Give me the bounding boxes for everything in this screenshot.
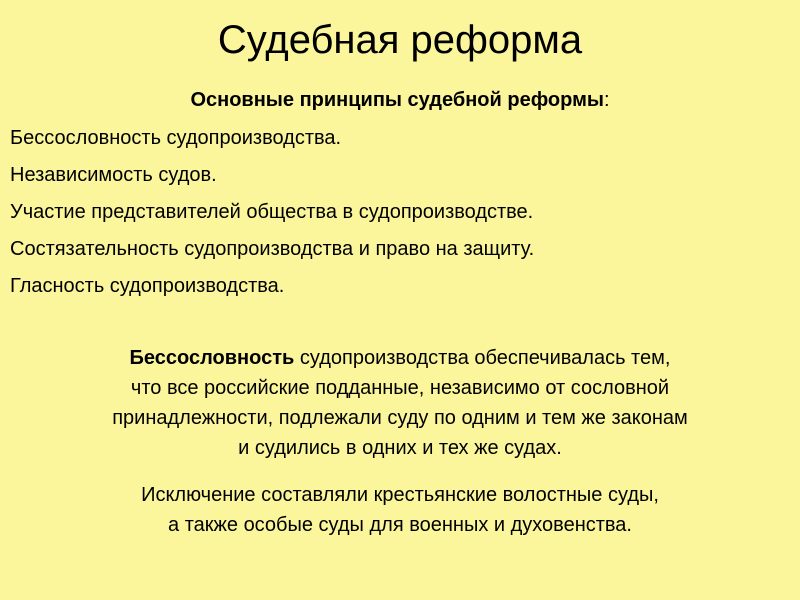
principles-heading [0,86,800,114]
principles-heading-text: Основные принципы судебной реформы [190,89,604,111]
exception-paragraph [0,480,800,540]
principles-list [10,120,790,305]
paragraph-line: что все российские подданные, независимо от сословной [130,377,670,399]
paragraph-line-rest: судопроизводства обеспечивалась тем, [294,347,671,369]
paragraph-line: и судились в одних и тех же судах. [238,437,562,459]
principle-item: Состязательность судопроизводства и право на защиту. [10,238,535,260]
principle-item: Гласность судопроизводства. [10,275,285,297]
classlessness-term: Бессословность [129,347,295,369]
slide-title: Судебная реформа [217,18,583,62]
paragraph-line: Исключение составляли крестьянские волостные суды, [141,484,659,506]
paragraph-line: а также особые суды для военных и духовенства. [168,514,632,536]
principle-item: Участие представителей общества в судопроизводстве. [10,201,534,223]
paragraph-line [0,343,800,373]
principle-item: Бессословность судопроизводства. [10,127,342,149]
paragraph-line: принадлежности, подлежали суду по одним и тем же законам [112,407,688,429]
principle-item: Независимость судов. [10,164,217,186]
principles-heading-colon: : [603,89,610,111]
classlessness-paragraph [0,343,800,463]
